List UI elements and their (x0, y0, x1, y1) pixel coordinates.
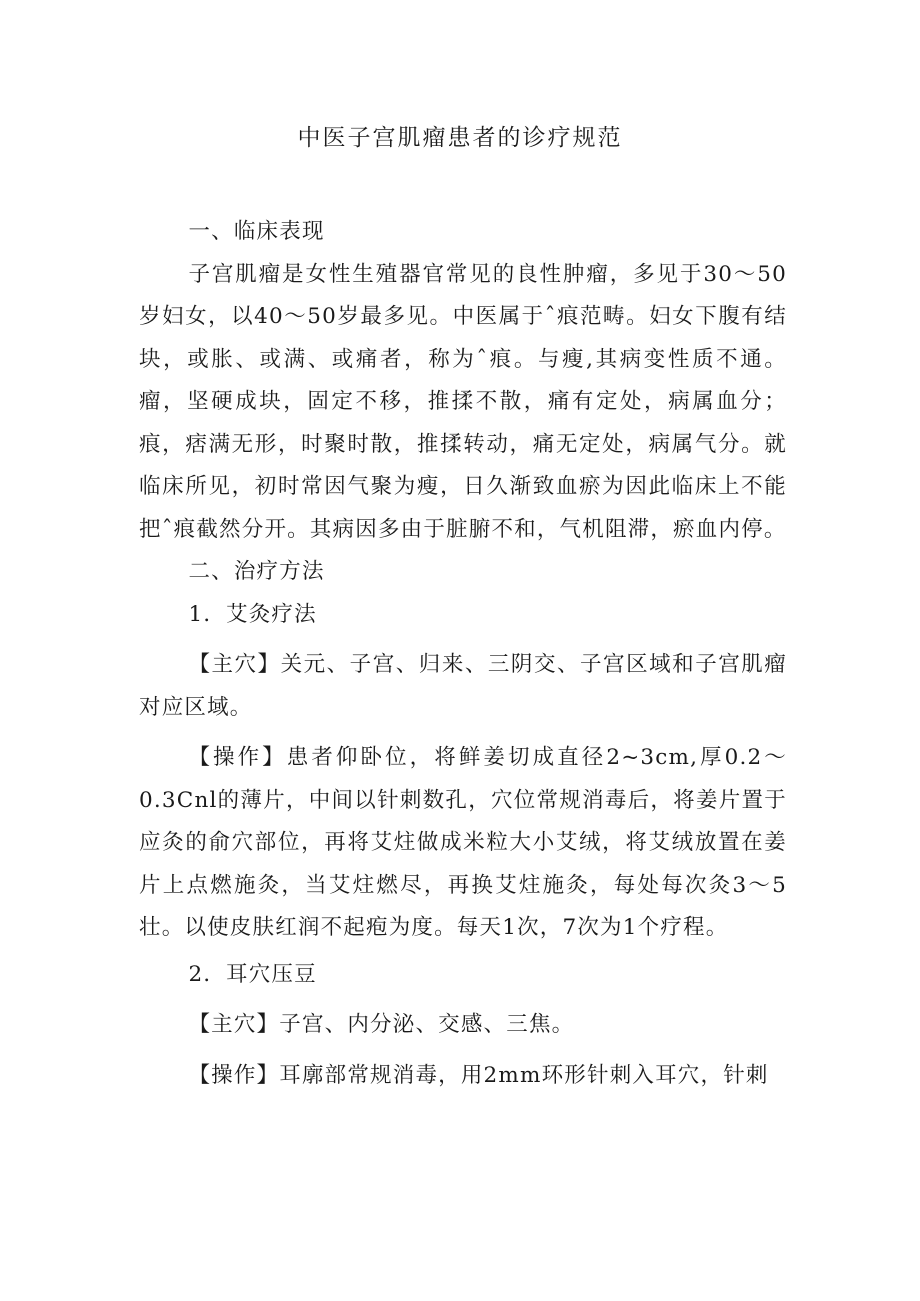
document-body (139, 211, 787, 1097)
paragraph-moxibustion-operation: 【操作】患者仰卧位，将鲜姜切成直径2~3cm,厚0.2～0.3Cnl的薄片，中间以针刺数孔，穴位常规消毒后，将姜片置于应灸的俞穴部位，再将艾炷做成米粒大小艾绒，将艾绒放置在姜片上点燃施灸，当艾炷燃尽，再换艾炷施灸，每处每次灸3～5壮。以使皮肤红润不起疱为度。每天1次，7次为1个疗程。 (139, 745, 787, 940)
subsection-heading-moxibustion: 1．艾灸疗法 (188, 601, 317, 627)
paragraph-ear-points: 【主穴】子宫、内分泌、交感、三焦。 (188, 1012, 575, 1037)
paragraph-ear-operation: 【操作】耳廓部常规消毒，用2mm环形针刺入耳穴，针刺 (188, 1062, 769, 1088)
paragraph-clinical-description: 子宫肌瘤是女性生殖器官常见的良性肿瘤，多见于30～50岁妇女，以40～50岁最多见。中医属于ˆ痕范畴。妇女下腹有结块，或胀、或满、或痛者，称为ˆ痕。与瘦,其病变性质不通。瘤，坚硬成块，固定不移，推揉不散，痛有定处，病属血分；痕，痞满无形，时聚时散，推揉转动，痛无定处，病属气分。就临床所见，初时常因气聚为瘦，日久渐致血瘀为因此临床上不能把ˆ痕截然分开。其病因多由于脏腑不和，气机阻滞，瘀血内停。 (139, 261, 787, 542)
section-heading-treatment: 二、治疗方法 (188, 559, 325, 584)
section-heading-clinical: 一、临床表现 (188, 219, 325, 244)
document-title: 中医子宫肌瘤患者的诊疗规范 (297, 125, 623, 151)
paragraph-moxibustion-points: 【主穴】关元、子宫、归来、三阴交、子宫区域和子宫肌瘤对应区域。 (139, 652, 787, 720)
subsection-heading-ear-acupressure: 2．耳穴压豆 (188, 961, 317, 987)
